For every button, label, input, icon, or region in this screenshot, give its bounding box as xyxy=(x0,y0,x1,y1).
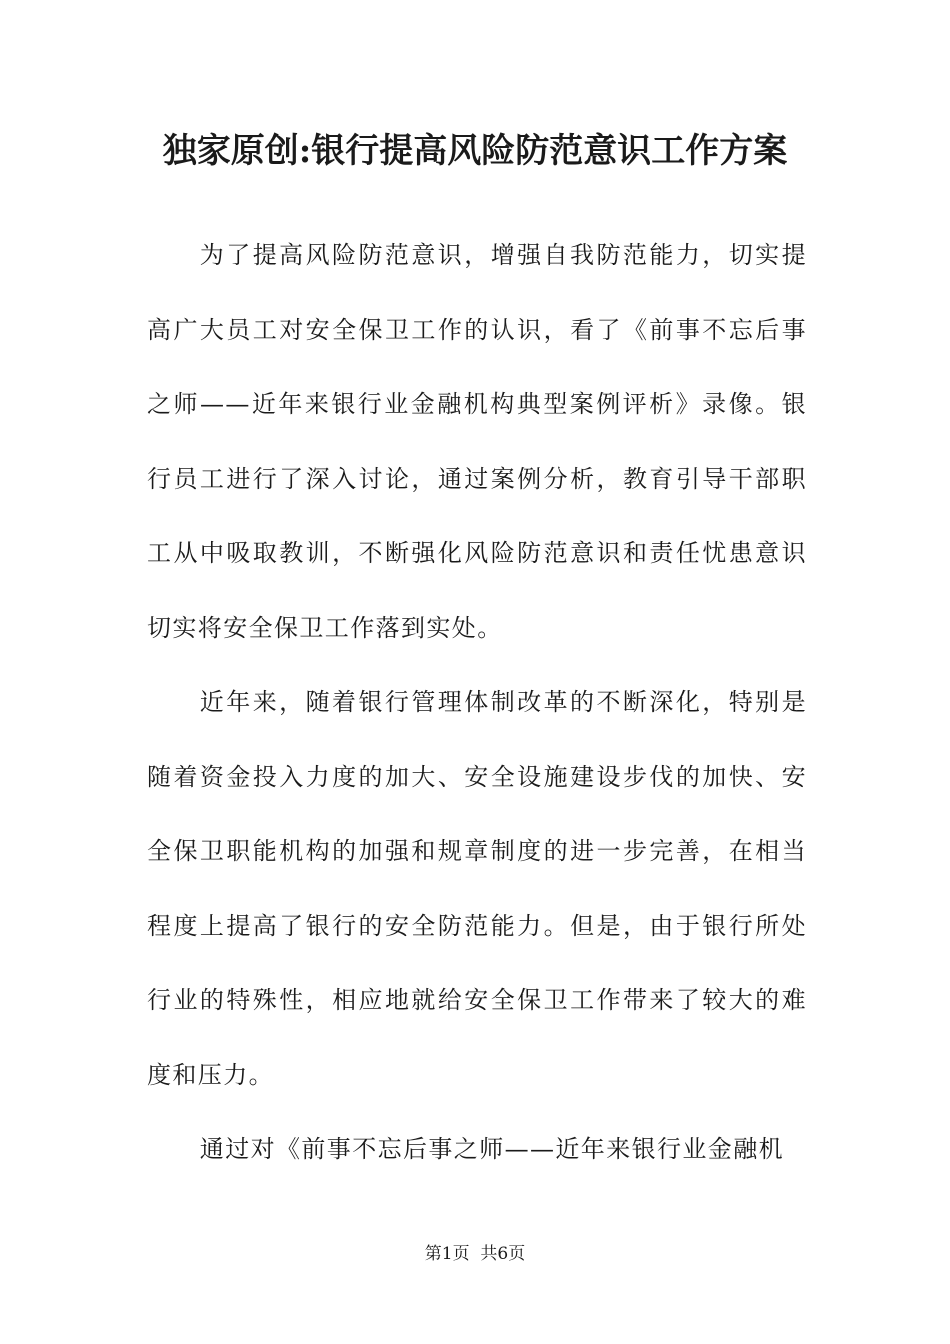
document-body xyxy=(147,218,807,1187)
page-footer: 第1页 共6页 xyxy=(424,1244,526,1264)
paragraph-1: 为了提高风险防范意识，增强自我防范能力，切实提高广大员工对安全保卫工作的认识，看了《前事不忘后事之师——近年来银行业金融机构典型案例评析》录像。银行员工进行了深入讨论，通过案例分析，教育引导干部职工从中吸取教训，不断强化风险防范意识和责任忧患意识切实将安全保卫工作落到实处。 xyxy=(147,241,807,642)
paragraph-3: 通过对《前事不忘后事之师——近年来银行业金融机 xyxy=(199,1135,784,1163)
document-title: 独家原创:银行提高风险防范意识工作方案 xyxy=(162,131,788,171)
paragraph-2: 近年来，随着银行管理体制改革的不断深化，特别是随着资金投入力度的加大、安全设施建设步伐的加快、安全保卫职能机构的加强和规章制度的进一步完善，在相当程度上提高了银行的安全防范能力。但是，由于银行所处行业的特殊性，相应地就给安全保卫工作带来了较大的难度和压力。 xyxy=(147,688,807,1089)
